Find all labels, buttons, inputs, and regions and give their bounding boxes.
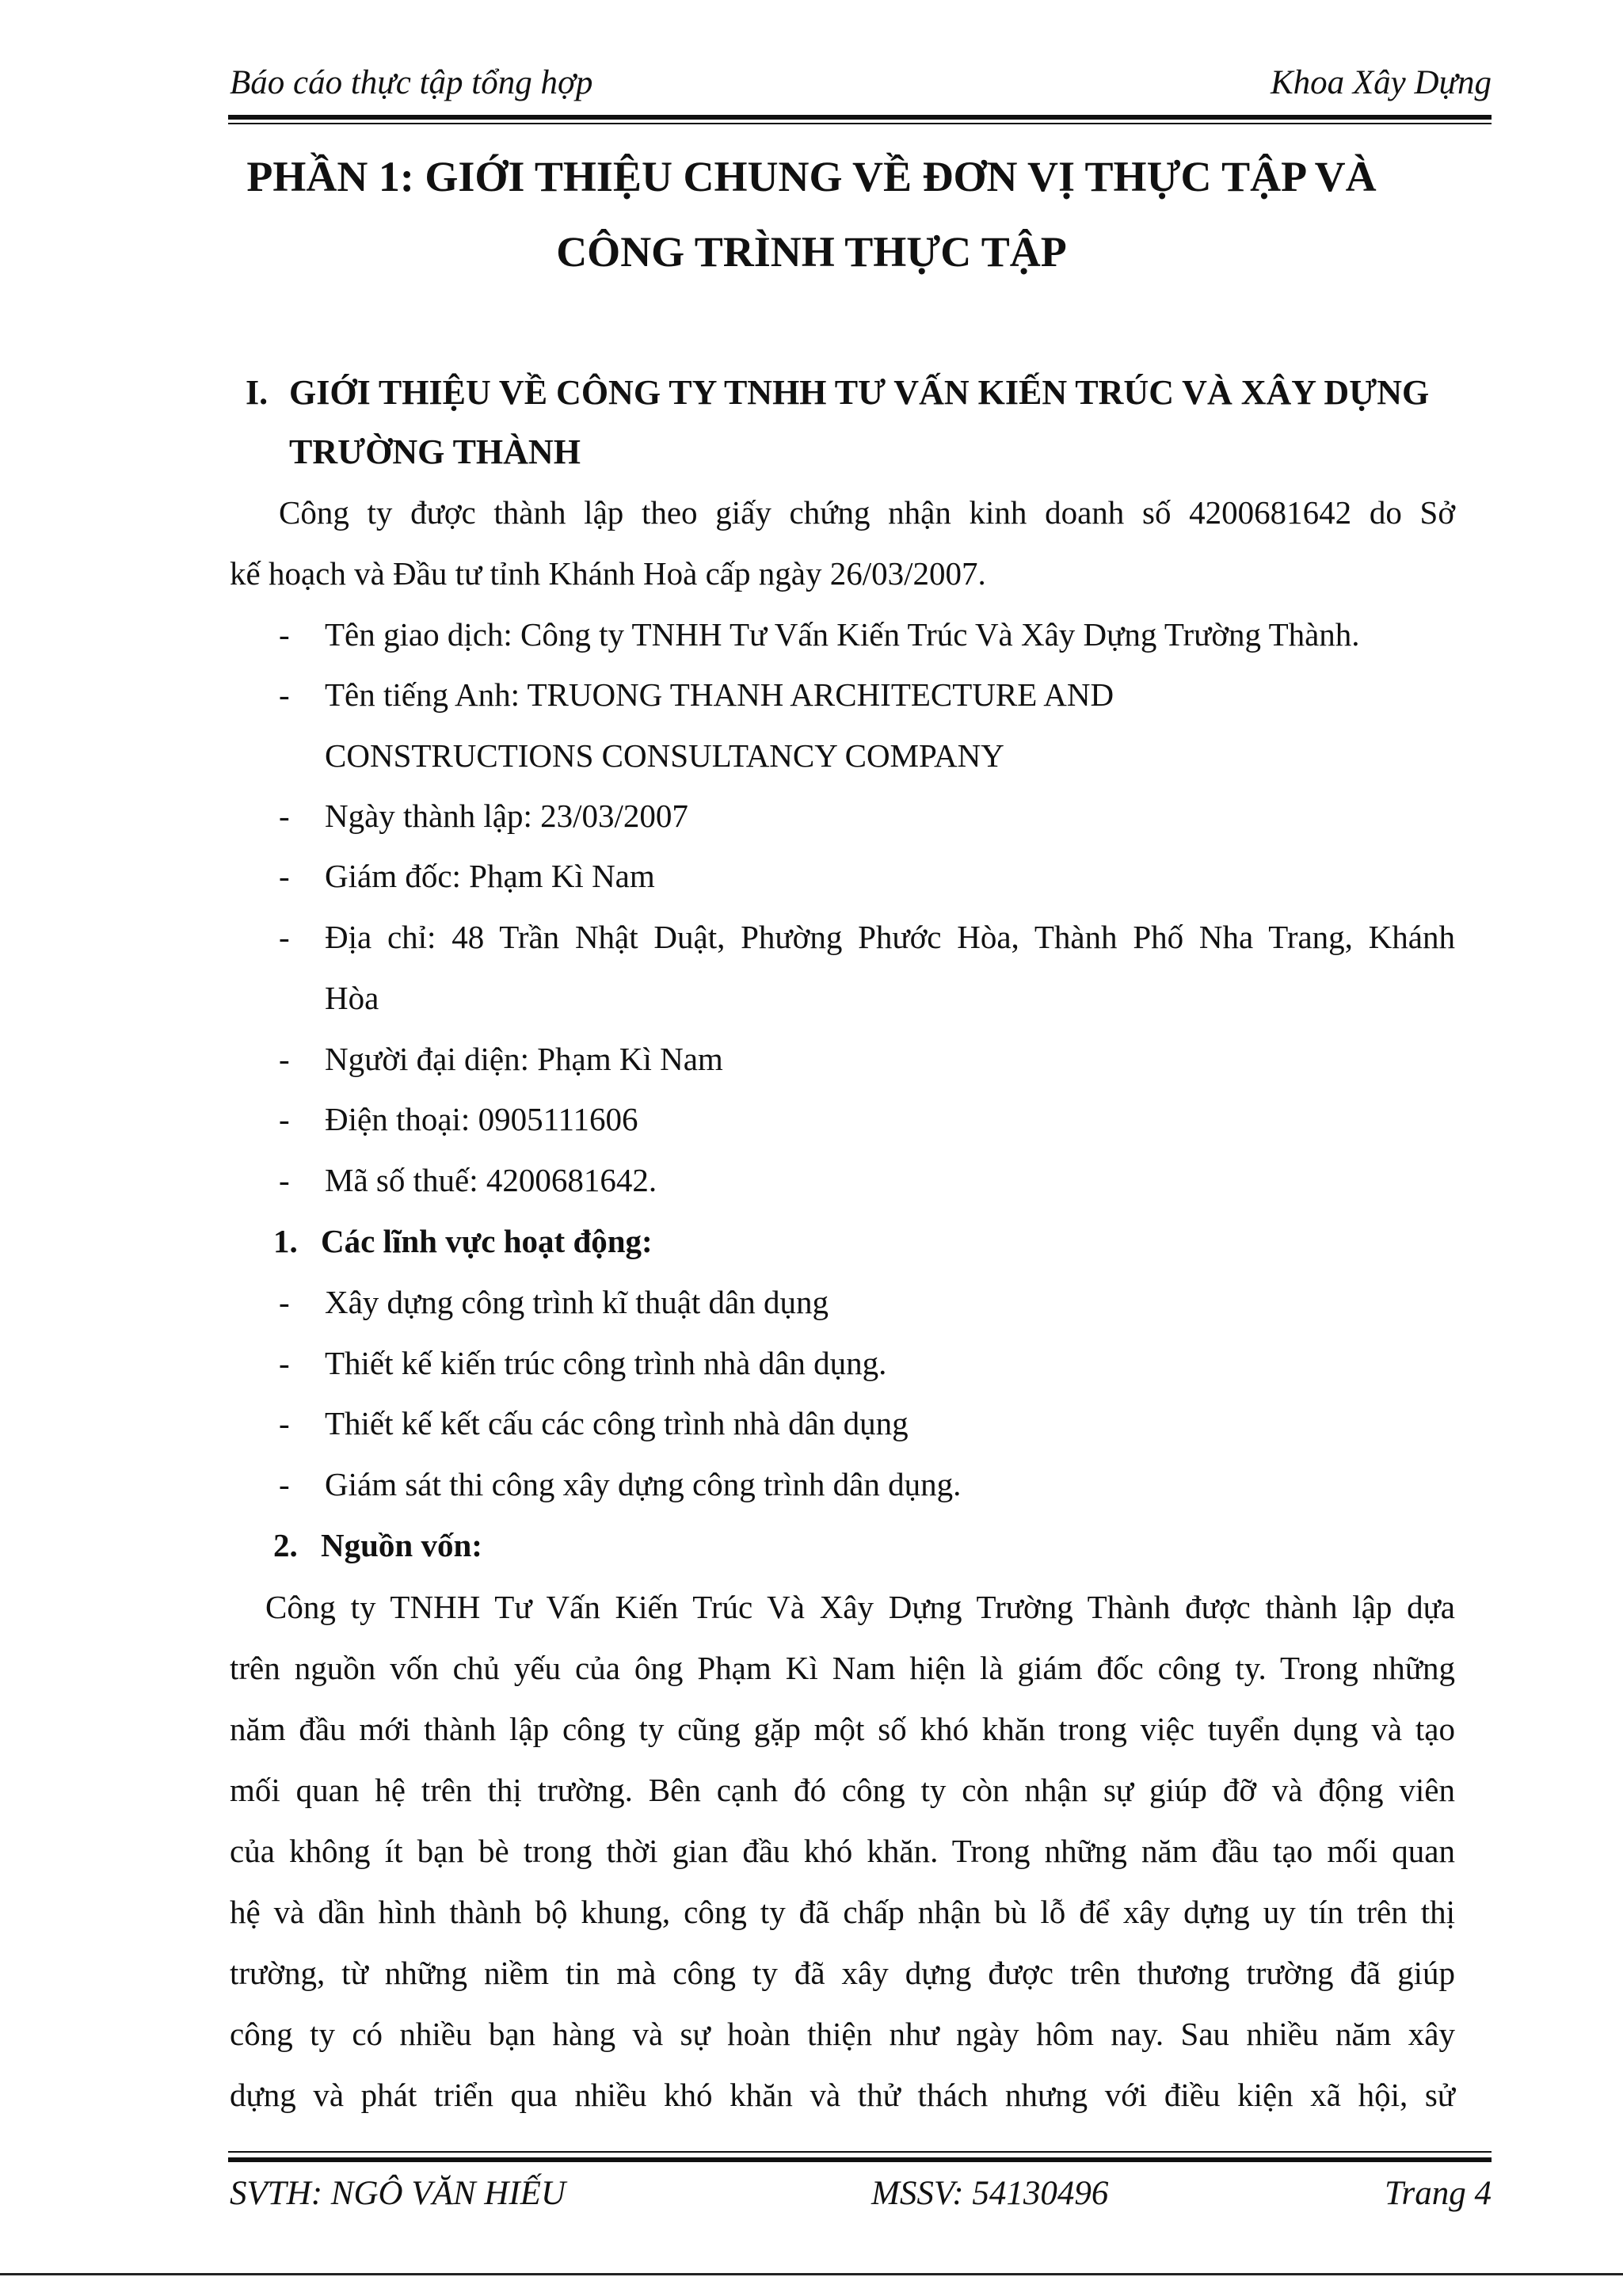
section-heading-line-2: TRƯỜNG THÀNH	[289, 432, 581, 471]
list-dash: -	[279, 1162, 290, 1198]
list-dash: -	[279, 616, 290, 653]
paragraph-line: trên nguồn vốn chủ yếu của ông Phạm Kì Nam hiện là giám đốc công ty. Trong những	[230, 1650, 1455, 1686]
list-dash: -	[279, 858, 290, 894]
activity-item: Thiết kế kết cấu các công trình nhà dân dụng	[325, 1405, 909, 1441]
list-dash: -	[279, 1345, 290, 1381]
page-title-line-1: PHẦN 1: GIỚI THIỆU CHUNG VỀ ĐƠN VỊ THỰC TẬP VÀ	[246, 153, 1377, 200]
info-english-name: Tên tiếng Anh: TRUONG THANH ARCHITECTURE AND	[325, 676, 1114, 713]
footer-student-id: MSSV: 54130496	[871, 2175, 1109, 2212]
paragraph-line: năm đầu mới thành lập công ty cũng gặp một số khó khăn trong việc tuyển dụng và tạo	[230, 1711, 1455, 1747]
info-representative: Người đại diện: Phạm Kì Nam	[325, 1041, 723, 1077]
activity-item: Xây dựng công trình kĩ thuật dân dụng	[325, 1284, 829, 1320]
page-bottom-edge	[0, 2273, 1623, 2275]
info-address: Địa chỉ: 48 Trần Nhật Duật, Phường Phước Hòa, Thành Phố Nha Trang, Khánh	[325, 919, 1455, 955]
footer-rule-thick	[228, 2157, 1492, 2162]
list-dash: -	[279, 676, 290, 713]
intro-line-1: Công ty được thành lập theo giấy chứng nhận kinh doanh số 4200681642 do Sở	[279, 494, 1455, 531]
list-dash: -	[279, 1466, 290, 1502]
header-right-text: Khoa Xây Dựng	[1270, 64, 1492, 101]
subsection-heading-activities: Các lĩnh vực hoạt động:	[321, 1223, 653, 1259]
subsection-number: 1.	[273, 1223, 298, 1259]
info-address-cont: Hòa	[325, 980, 379, 1016]
info-founded-date: Ngày thành lập: 23/03/2007	[325, 798, 688, 834]
footer-page-number: Trang 4	[1384, 2175, 1492, 2212]
paragraph-line: trường, từ những niềm tin mà công ty đã xây dựng được trên thương trường đã giúp	[230, 1955, 1455, 1991]
paragraph-line: dựng và phát triển qua nhiều khó khăn và thử thách nhưng với điều kiện xã hội, sử	[230, 2077, 1455, 2113]
list-dash: -	[279, 1405, 290, 1441]
activity-item: Thiết kế kiến trúc công trình nhà dân dụng.	[325, 1345, 887, 1381]
list-dash: -	[279, 1041, 290, 1077]
intro-line-2: kế hoạch và Đầu tư tỉnh Khánh Hoà cấp ngày 26/03/2007.	[230, 555, 986, 592]
info-trade-name: Tên giao dịch: Công ty TNHH Tư Vấn Kiến Trúc Và Xây Dựng Trường Thành.	[325, 616, 1360, 653]
info-director: Giám đốc: Phạm Kì Nam	[325, 858, 655, 894]
paragraph-line: của không ít bạn bè trong thời gian đầu khó khăn. Trong những năm đầu tạo mối quan	[230, 1833, 1455, 1869]
footer-rule-thin	[228, 2151, 1492, 2153]
subsection-heading-capital: Nguồn vốn:	[321, 1527, 482, 1563]
section-number: I.	[246, 373, 269, 412]
activity-item: Giám sát thi công xây dựng công trình dân dụng.	[325, 1466, 962, 1502]
paragraph-line: công ty có nhiều bạn hàng và sự hoàn thiện như ngày hôm nay. Sau nhiều năm xây	[230, 2016, 1455, 2052]
list-dash: -	[279, 1284, 290, 1320]
header-rule-thin	[228, 123, 1492, 124]
section-heading-line-1: GIỚI THIỆU VỀ CÔNG TY TNHH TƯ VẤN KIẾN TRÚC VÀ XÂY DỰNG	[289, 373, 1430, 412]
info-tax-code: Mã số thuế: 4200681642.	[325, 1162, 657, 1198]
list-dash: -	[279, 798, 290, 834]
header-left-text: Báo cáo thực tập tổng hợp	[230, 64, 593, 101]
info-english-name-cont: CONSTRUCTIONS CONSULTANCY COMPANY	[325, 737, 1004, 774]
paragraph-line: Công ty TNHH Tư Vấn Kiến Trúc Và Xây Dựng Trường Thành được thành lập dựa	[265, 1589, 1455, 1625]
subsection-number: 2.	[273, 1527, 298, 1563]
footer-student-name: SVTH: NGÔ VĂN HIẾU	[230, 2175, 566, 2212]
info-phone: Điện thoại: 0905111606	[325, 1101, 638, 1137]
paragraph-line: mối quan hệ trên thị trường. Bên cạnh đó công ty còn nhận sự giúp đỡ và động viên	[230, 1772, 1455, 1808]
list-dash: -	[279, 919, 290, 955]
page-title-line-2: CÔNG TRÌNH THỰC TẬP	[556, 228, 1067, 276]
list-dash: -	[279, 1101, 290, 1137]
header-rule-thick	[228, 115, 1492, 120]
paragraph-line: hệ và dần hình thành bộ khung, công ty đã chấp nhận bù lỗ để xây dựng uy tín trên thị	[230, 1894, 1455, 1930]
